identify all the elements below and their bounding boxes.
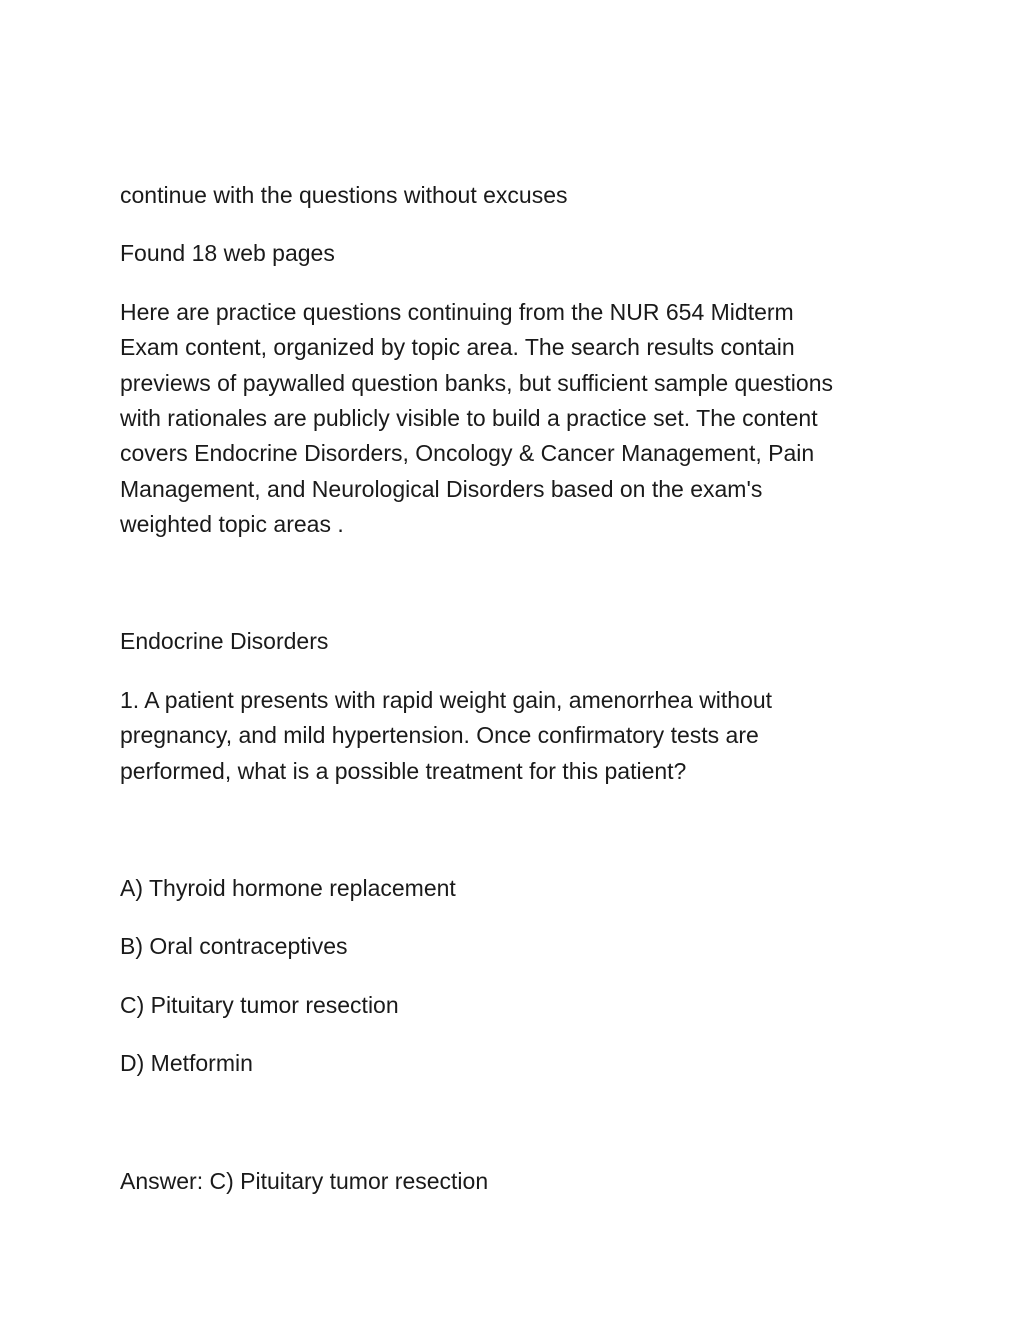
prompt-text: continue with the questions without excuses (120, 182, 568, 208)
answer-text: Answer: C) Pituitary tumor resection (120, 1168, 489, 1194)
option-c: C) Pituitary tumor resection (120, 992, 399, 1018)
search-status-text: Found 18 web pages (120, 240, 335, 266)
option-a: A) Thyroid hormone replacement (120, 875, 456, 901)
intro-line: Here are practice questions continuing from the NUR 654 Midterm (120, 299, 794, 325)
question-line: performed, what is a possible treatment for this patient? (120, 758, 687, 784)
option-d: D) Metformin (120, 1050, 253, 1076)
question-line: 1. A patient presents with rapid weight gain, amenorrhea without (120, 687, 773, 713)
intro-line: with rationales are publicly visible to build a practice set. The content (120, 405, 818, 431)
intro-line: previews of paywalled question banks, but sufficient sample questions (120, 370, 833, 396)
intro-line: weighted topic areas . (120, 511, 344, 537)
question-line: pregnancy, and mild hypertension. Once confirmatory tests are (120, 722, 759, 748)
intro-line: Exam content, organized by topic area. The search results contain (120, 334, 795, 360)
intro-line: Management, and Neurological Disorders based on the exam's (120, 476, 763, 502)
option-b: B) Oral contraceptives (120, 933, 348, 959)
intro-line: covers Endocrine Disorders, Oncology & Cancer Management, Pain (120, 440, 815, 466)
section-heading: Endocrine Disorders (120, 628, 329, 654)
